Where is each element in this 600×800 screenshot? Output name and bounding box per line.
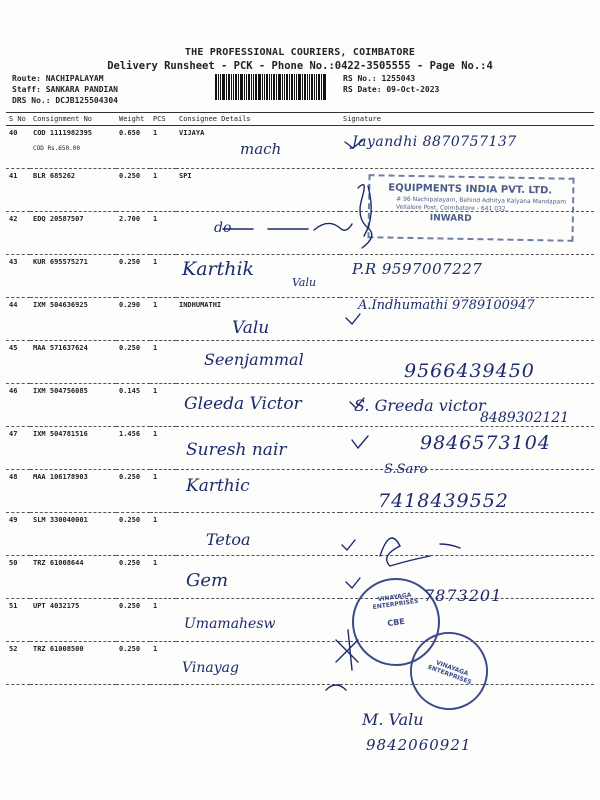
rs-number: RS No.: 1255043 [343,74,416,83]
stamp-address-1: # 96 Nachipalayam, Behind Adhitya Kalyana Mandapam [396,195,567,206]
cell-weight: 0.250 [116,642,150,685]
cell-weight: 0.250 [116,255,150,298]
handwritten-name: Gem [186,570,229,591]
tick-mark [342,540,355,550]
handwritten-name: Suresh nair [186,440,287,460]
cell-consignment: IXM 504781516 [30,427,116,470]
cell-weight: 0.250 [116,169,150,212]
cell-weight: 0.650 [116,126,150,169]
cell-pcs: 1 [150,212,176,255]
cell-weight: 1.456 [116,427,150,470]
handwritten-signature: P.R 9597007227 [352,260,483,278]
handwritten-name: Karthik [182,258,255,280]
handwritten-signature: M. Valu [362,710,424,729]
cell-sno: 43 [6,255,30,298]
handwritten-phone: 7418439552 [378,490,509,512]
handwritten-name: Gleeda Victor [184,394,302,414]
cell-sno: 44 [6,298,30,341]
cell-pcs: 1 [150,384,176,427]
cell-consignment: KUR 695575271 [30,255,116,298]
tick-mark [352,436,368,448]
cell-pcs: 1 [150,642,176,685]
cell-sno: 42 [6,212,30,255]
handwritten-signature: S.Saro [384,462,428,477]
col-consignee: Consignee Details [176,113,340,126]
cell-consignee: VIJAYA [176,126,340,169]
handwritten-phone: 7873201 [424,586,503,605]
cell-sno: 45 [6,341,30,384]
cell-sno: 48 [6,470,30,513]
handwritten-name: Tetoa [206,530,251,549]
handwritten-signature: A.Indhumathi 9789100947 [358,298,535,313]
cell-consignee: INDHUMATHI [176,298,340,341]
cod-amount: COD Rs.650.00 [33,145,80,152]
col-pcs: PCS [150,113,176,126]
cell-consignment: TRZ 61008644 [30,556,116,599]
handwritten-signature: 9566439450 [404,360,535,382]
handwritten-name: Valu [232,318,270,338]
cell-weight: 0.250 [116,513,150,556]
tick-mark [346,314,360,324]
cell-sno: 47 [6,427,30,470]
company-title: THE PROFESSIONAL COURIERS, COIMBATORE [184,47,416,58]
cell-consignment: UPT 4032175 [30,599,116,642]
tick-mark [350,398,364,408]
handwritten-name: Seenjammal [204,350,304,369]
cell-consignee: SPI [176,169,340,212]
handwritten-signature: S. Greeda victor [354,396,486,415]
cell-pcs: 1 [150,513,176,556]
handwritten-name: mach [240,140,282,158]
seal-text: VINAYAGA ENTERPRISES [372,591,419,612]
tick-mark [346,578,360,588]
col-signature: Signature [340,113,594,126]
seal-city: CBE [386,616,406,629]
cell-consignment: IXM 504756085 [30,384,116,427]
handwritten-note: Valu [292,276,317,289]
cell-weight: 0.250 [116,470,150,513]
cell-consignment: SLM 330040001 [30,513,116,556]
cell-consignment: IXM 504636925 [30,298,116,341]
signature-scribble-41 [358,185,372,248]
seal-text: VINAYAGA ENTERPRISES [426,659,473,687]
consignment-no: COD 1111982395 [33,129,93,137]
cell-pcs: 1 [150,255,176,298]
cell-consignment: EDQ 20587507 [30,212,116,255]
col-sno: S No [6,113,30,126]
handwritten-name: do [214,220,232,236]
cell-consignment: TRZ 61008500 [30,642,116,685]
cell-weight: 0.250 [116,341,150,384]
cell-sno: 52 [6,642,30,685]
route-line: Route: NACHIPALAYAM [12,74,104,83]
handwritten-name: Vinayag [182,660,239,676]
cell-sno: 51 [6,599,30,642]
cell-sno: 50 [6,556,30,599]
cell-consignment: BLR 685262 [30,169,116,212]
cell-weight: 0.145 [116,384,150,427]
cell-pcs: 1 [150,599,176,642]
staff-line: Staff: SANKARA PANDIAN [12,85,118,94]
cell-pcs: 1 [150,427,176,470]
cell-weight: 0.250 [116,556,150,599]
cell-sno: 41 [6,169,30,212]
cell-weight: 2.700 [116,212,150,255]
drs-line: DRS No.: DCJB125504304 [12,96,118,105]
col-weight: Weight [116,113,150,126]
cell-pcs: 1 [150,298,176,341]
cell-pcs: 1 [150,126,176,169]
stamp-company: EQUIPMENTS INDIA PVT. LTD. [388,182,553,197]
cell-sno: 40 [6,126,30,169]
cell-weight: 0.290 [116,298,150,341]
cell-pcs: 1 [150,556,176,599]
cell-consignment: MAA 106178903 [30,470,116,513]
col-consignment: Consignment No [30,113,116,126]
handwritten-phone: 9842060921 [366,736,472,754]
cell-consignment: MAA 571637624 [30,341,116,384]
tick-mark [345,140,363,148]
handwritten-signature: 9846573104 [420,432,551,454]
cell-pcs: 1 [150,341,176,384]
signature-scribble-42 [314,223,352,230]
handwritten-signature: Jayandhi 8870757137 [352,134,517,150]
cell-pcs: 1 [150,169,176,212]
cell-sno: 46 [6,384,30,427]
cell-pcs: 1 [150,470,176,513]
handwritten-phone: 8489302121 [480,410,570,426]
handwritten-name: Karthic [186,476,250,496]
signature-scribble-52 [326,685,346,690]
cell-weight: 0.250 [116,599,150,642]
handwritten-name: Umamahesw [184,616,276,632]
signature-scribble-49 [380,538,460,566]
signature-scribble-51 [336,630,358,670]
rs-date: RS Date: 09-Oct-2023 [343,85,440,94]
runsheet-subtitle: Delivery Runsheet - PCK - Phone No.:0422-3505555 - Page No.:4 [107,60,493,72]
stamp-inward: INWARD [429,213,472,225]
stamp-address-2: Vellalore Post, Coimbatore - 641 032. [395,203,508,213]
cell-sno: 49 [6,513,30,556]
